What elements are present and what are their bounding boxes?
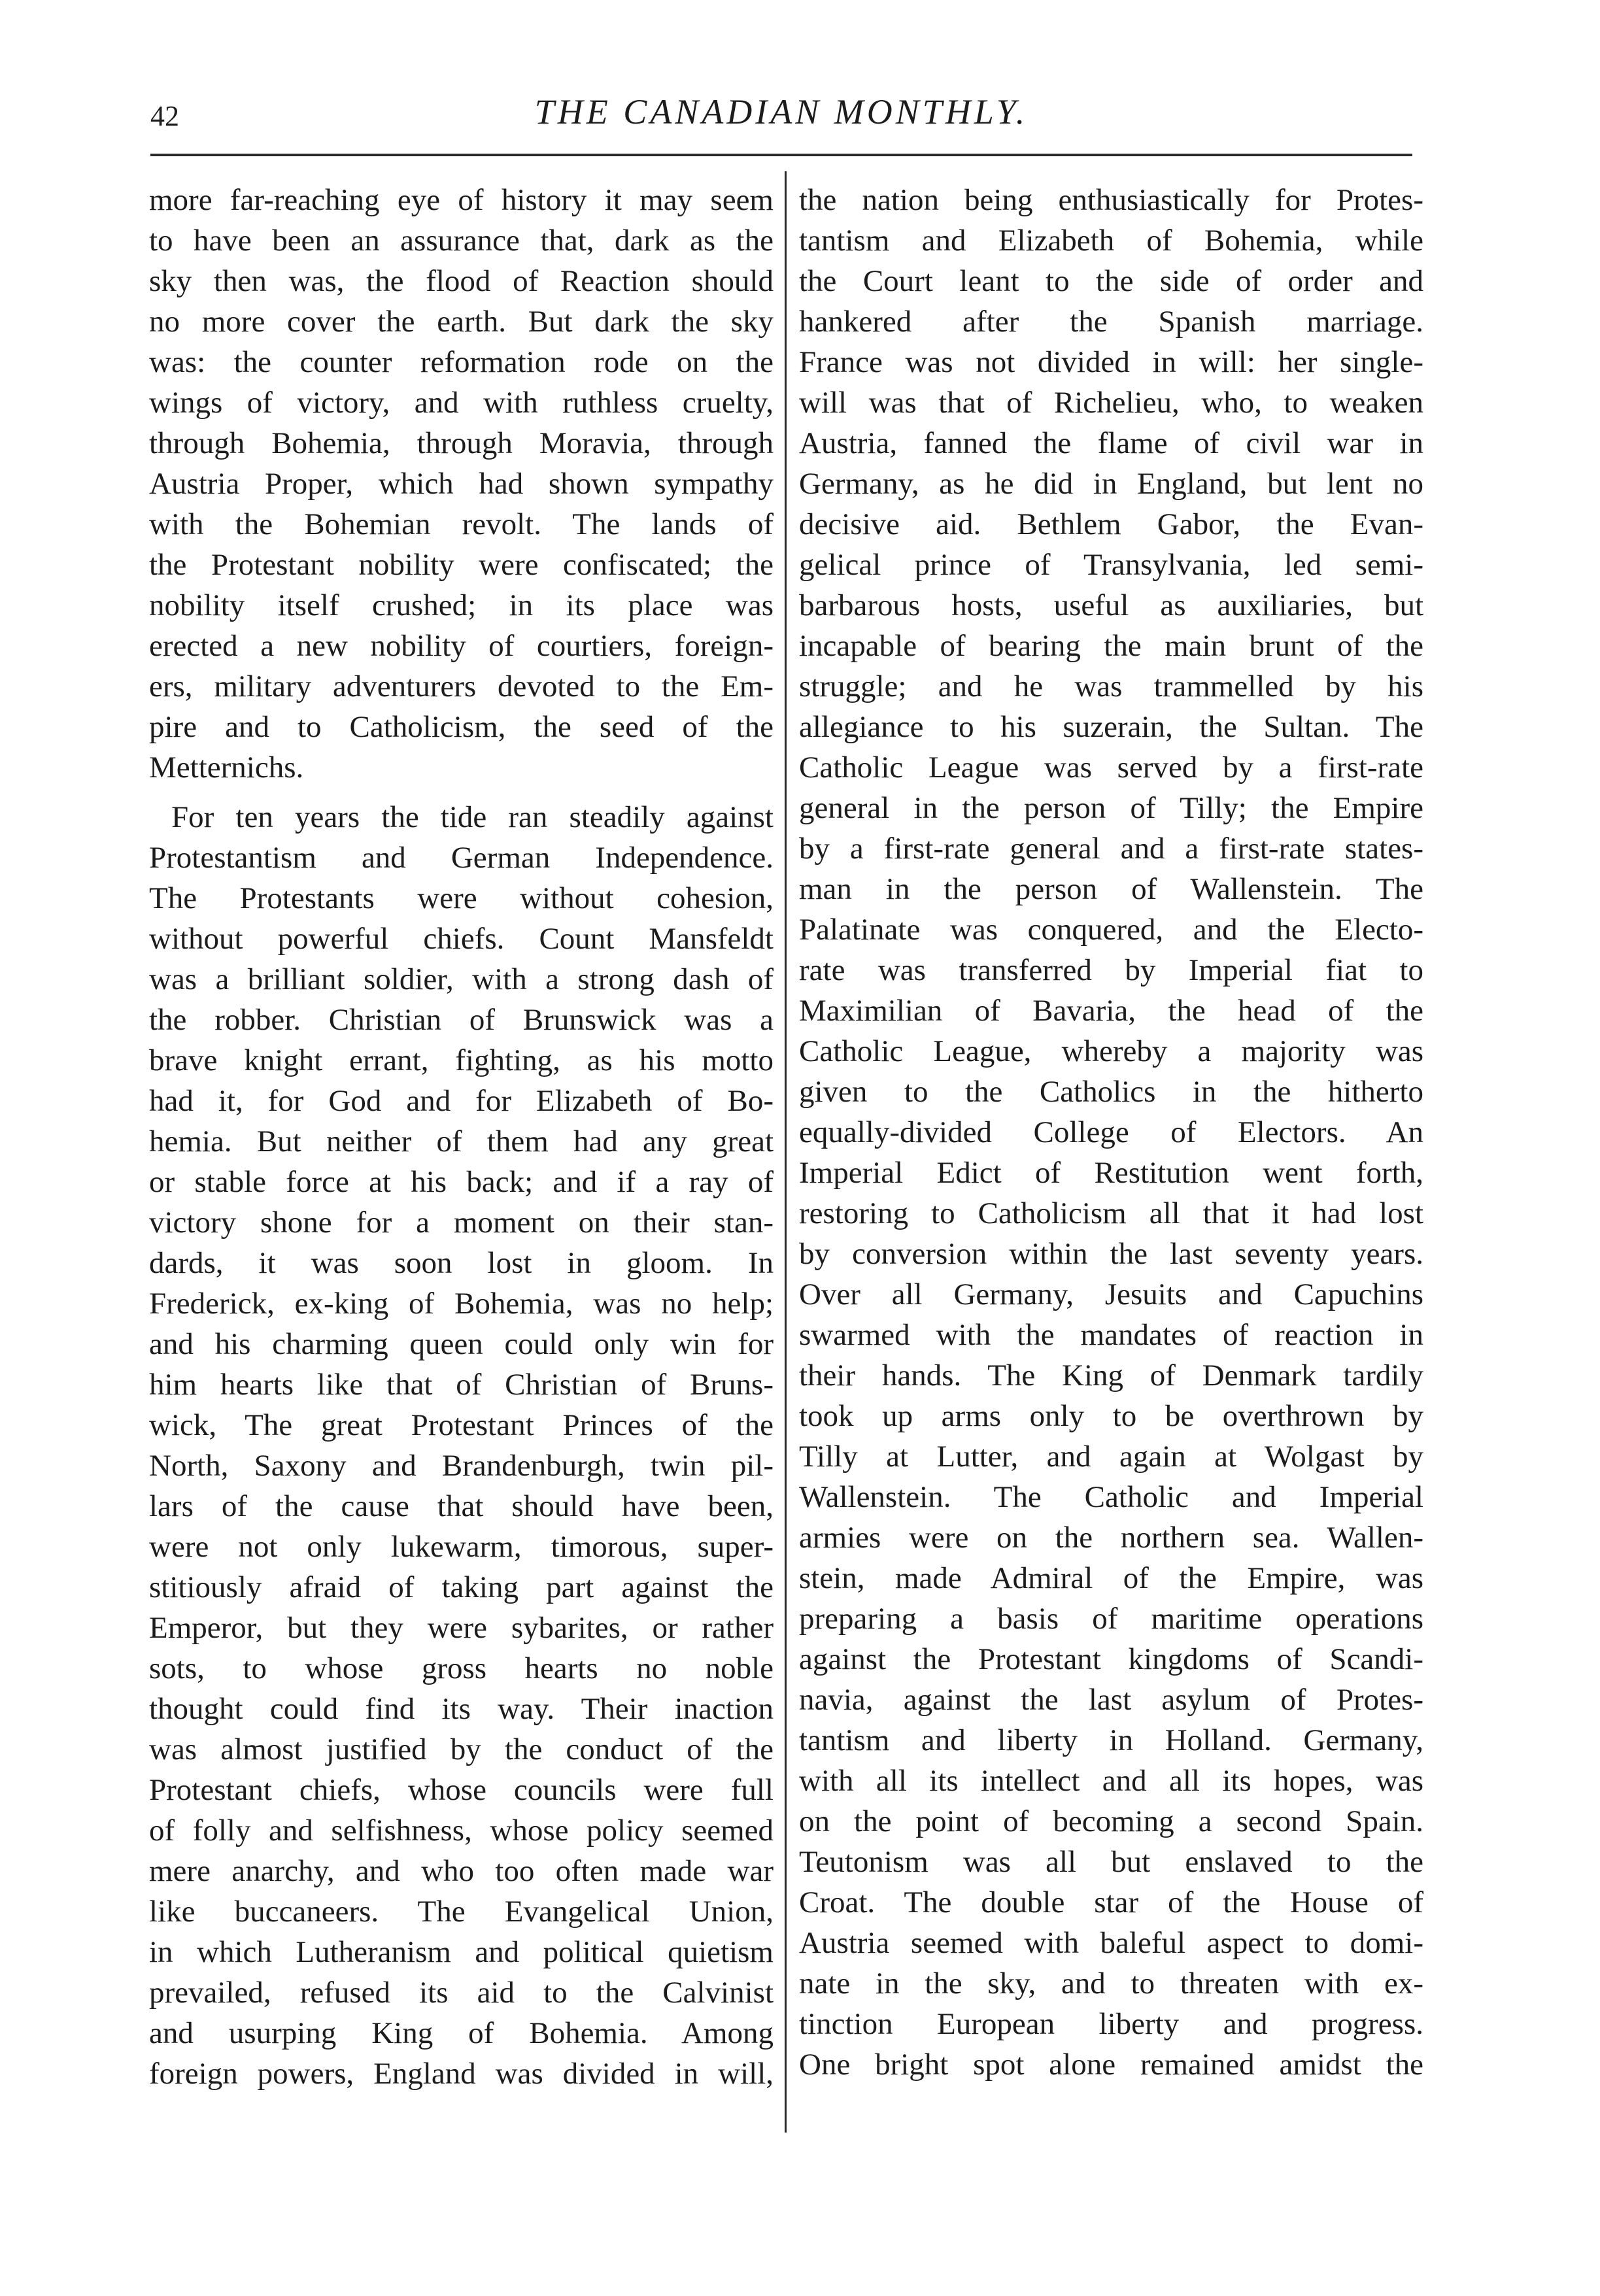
text-line: was: the counter reformation rode on the — [149, 345, 774, 379]
text-line: by conversion within the last seventy years. — [799, 1237, 1423, 1271]
text-line: foreign powers, England was divided in will, — [149, 2057, 774, 2091]
text-line: Protestant chiefs, whose councils were full — [149, 1773, 774, 1807]
text-line: decisive aid. Bethlem Gabor, the Evan- — [799, 507, 1423, 541]
paragraph-spacer — [149, 788, 774, 797]
text-line: had it, for God and for Elizabeth of Bo- — [149, 1084, 774, 1118]
text-line: more far-reaching eye of history it may seem — [149, 183, 774, 217]
text-line: Imperial Edict of Restitution went forth, — [799, 1156, 1423, 1190]
text-line: Emperor, but they were sybarites, or rather — [149, 1611, 774, 1645]
text-line: stein, made Admiral of the Empire, was — [799, 1561, 1423, 1595]
text-line: equally-divided College of Electors. An — [799, 1115, 1423, 1149]
text-line: by a first-rate general and a first-rate states- — [799, 832, 1423, 866]
text-line: wings of victory, and with ruthless cruelty, — [149, 386, 774, 420]
text-line: Protestantism and German Independence. — [149, 841, 774, 875]
text-line: Austria Proper, which had shown sympathy — [149, 467, 774, 501]
right-column — [799, 180, 1423, 2141]
text-line: was almost justified by the conduct of the — [149, 1732, 774, 1766]
text-line: preparing a basis of maritime operations — [799, 1602, 1423, 1636]
text-line: Wallenstein. The Catholic and Imperial — [799, 1480, 1423, 1514]
text-line: general in the person of Tilly; the Empire — [799, 791, 1423, 825]
text-line: him hearts like that of Christian of Bruns- — [149, 1368, 774, 1402]
text-line: North, Saxony and Brandenburgh, twin pil- — [149, 1449, 774, 1483]
text-line: stitiously afraid of taking part against the — [149, 1570, 774, 1604]
text-line: were not only lukewarm, timorous, super- — [149, 1530, 774, 1564]
text-line: tinction European liberty and progress. — [799, 2007, 1423, 2041]
text-line: lars of the cause that should have been, — [149, 1489, 774, 1523]
text-line: took up arms only to be overthrown by — [799, 1399, 1423, 1433]
text-line: Palatinate was conquered, and the Electo- — [799, 913, 1423, 947]
text-line: the Protestant nobility were confiscated; the — [149, 548, 774, 582]
text-line: Metternichs. — [149, 751, 304, 785]
text-line: Frederick, ex-king of Bohemia, was no help; — [149, 1287, 774, 1321]
text-line: Croat. The double star of the House of — [799, 1885, 1423, 1919]
text-line: with the Bohemian revolt. The lands of — [149, 507, 774, 541]
page-header — [150, 92, 1412, 144]
text-line: and usurping King of Bohemia. Among — [149, 2016, 774, 2050]
text-line: dards, it was soon lost in gloom. In — [149, 1246, 774, 1280]
running-title: THE CANADIAN MONTHLY. — [534, 92, 1029, 131]
text-line: was a brilliant soldier, with a strong dash of — [149, 962, 774, 996]
text-line: restoring to Catholicism all that it had lost — [799, 1196, 1423, 1230]
text-line: incapable of bearing the main brunt of the — [799, 629, 1423, 663]
text-line: hemia. But neither of them had any great — [149, 1124, 774, 1158]
paragraph — [799, 180, 1423, 2085]
text-line: man in the person of Wallenstein. The — [799, 872, 1423, 906]
text-line: wick, The great Protestant Princes of the — [149, 1408, 774, 1442]
text-line: hankered after the Spanish marriage. — [799, 305, 1423, 339]
text-line: One bright spot alone remained amidst the — [799, 2048, 1423, 2082]
header-rule — [150, 154, 1412, 156]
text-line: rate was transferred by Imperial fiat to — [799, 953, 1423, 987]
paragraph — [149, 797, 774, 2094]
text-line: sky then was, the flood of Reaction should — [149, 264, 774, 298]
text-line: Catholic League, whereby a majority was — [799, 1034, 1423, 1068]
text-line: against the Protestant kingdoms of Scandi- — [799, 1642, 1423, 1676]
text-line: on the point of becoming a second Spain. — [799, 1804, 1423, 1838]
text-line: to have been an assurance that, dark as the — [149, 224, 774, 258]
text-line: Maximilian of Bavaria, the head of the — [799, 994, 1423, 1028]
text-line: Over all Germany, Jesuits and Capuchins — [799, 1277, 1423, 1311]
text-line: tantism and Elizabeth of Bohemia, while — [799, 224, 1423, 258]
text-line: thought could find its way. Their inaction — [149, 1692, 774, 1726]
text-line: the nation being enthusiastically for Protes- — [799, 183, 1423, 217]
text-line: nobility itself crushed; in its place was — [149, 588, 774, 622]
text-line: Austria seemed with baleful aspect to domi- — [799, 1926, 1423, 1960]
text-line: or stable force at his back; and if a ray of — [149, 1165, 774, 1199]
text-line: nate in the sky, and to threaten with ex- — [799, 1967, 1423, 2001]
text-line: barbarous hosts, useful as auxiliaries, but — [799, 588, 1423, 622]
text-line: given to the Catholics in the hitherto — [799, 1075, 1423, 1109]
text-line: the robber. Christian of Brunswick was a — [149, 1003, 774, 1037]
text-line: will was that of Richelieu, who, to weaken — [799, 386, 1423, 420]
text-line: gelical prince of Transylvania, led semi- — [799, 548, 1423, 582]
text-line: erected a new nobility of courtiers, foreign- — [149, 629, 774, 663]
text-line: For ten years the tide ran steadily against — [171, 800, 774, 834]
text-line: mere anarchy, and who too often made war — [149, 1854, 774, 1888]
text-line: with all its intellect and all its hopes, was — [799, 1764, 1423, 1798]
text-line: the Court leant to the side of order and — [799, 264, 1423, 298]
text-line: Austria, fanned the flame of civil war in — [799, 426, 1423, 460]
text-line: allegiance to his suzerain, the Sultan. The — [799, 710, 1423, 744]
text-line: swarmed with the mandates of reaction in — [799, 1318, 1423, 1352]
text-line: through Bohemia, through Moravia, through — [149, 426, 774, 460]
text-line: Teutonism was all but enslaved to the — [799, 1845, 1423, 1879]
page-number: 42 — [150, 100, 179, 132]
column-divider — [785, 171, 787, 2133]
text-line: France was not divided in will: her single- — [799, 345, 1423, 379]
text-line: and his charming queen could only win for — [149, 1327, 774, 1361]
text-line: sots, to whose gross hearts no noble — [149, 1651, 774, 1685]
text-line: like buccaneers. The Evangelical Union, — [149, 1895, 774, 1929]
text-line: their hands. The King of Denmark tardily — [799, 1359, 1423, 1393]
text-line: navia, against the last asylum of Protes- — [799, 1683, 1423, 1717]
paragraph — [149, 180, 774, 788]
text-line: tantism and liberty in Holland. Germany, — [799, 1723, 1423, 1757]
text-line: Catholic League was served by a first-rate — [799, 751, 1423, 785]
text-line: no more cover the earth. But dark the sky — [149, 305, 774, 339]
text-line: armies were on the northern sea. Wallen- — [799, 1521, 1423, 1555]
text-line: in which Lutheranism and political quietism — [149, 1935, 774, 1969]
text-line: ers, military adventurers devoted to the Em- — [149, 669, 774, 703]
text-line: of folly and selfishness, whose policy seemed — [149, 1814, 774, 1848]
text-line: Germany, as he did in England, but lent no — [799, 467, 1423, 501]
left-column — [149, 180, 774, 2141]
text-line: victory shone for a moment on their stan- — [149, 1206, 774, 1240]
text-line: pire and to Catholicism, the seed of the — [149, 710, 774, 744]
text-line: brave knight errant, fighting, as his motto — [149, 1043, 774, 1077]
text-line: The Protestants were without cohesion, — [149, 881, 774, 915]
text-line: prevailed, refused its aid to the Calvinist — [149, 1976, 774, 2010]
text-line: Tilly at Lutter, and again at Wolgast by — [799, 1440, 1423, 1474]
text-line: struggle; and he was trammelled by his — [799, 669, 1423, 703]
text-line: without powerful chiefs. Count Mansfeldt — [149, 922, 774, 956]
